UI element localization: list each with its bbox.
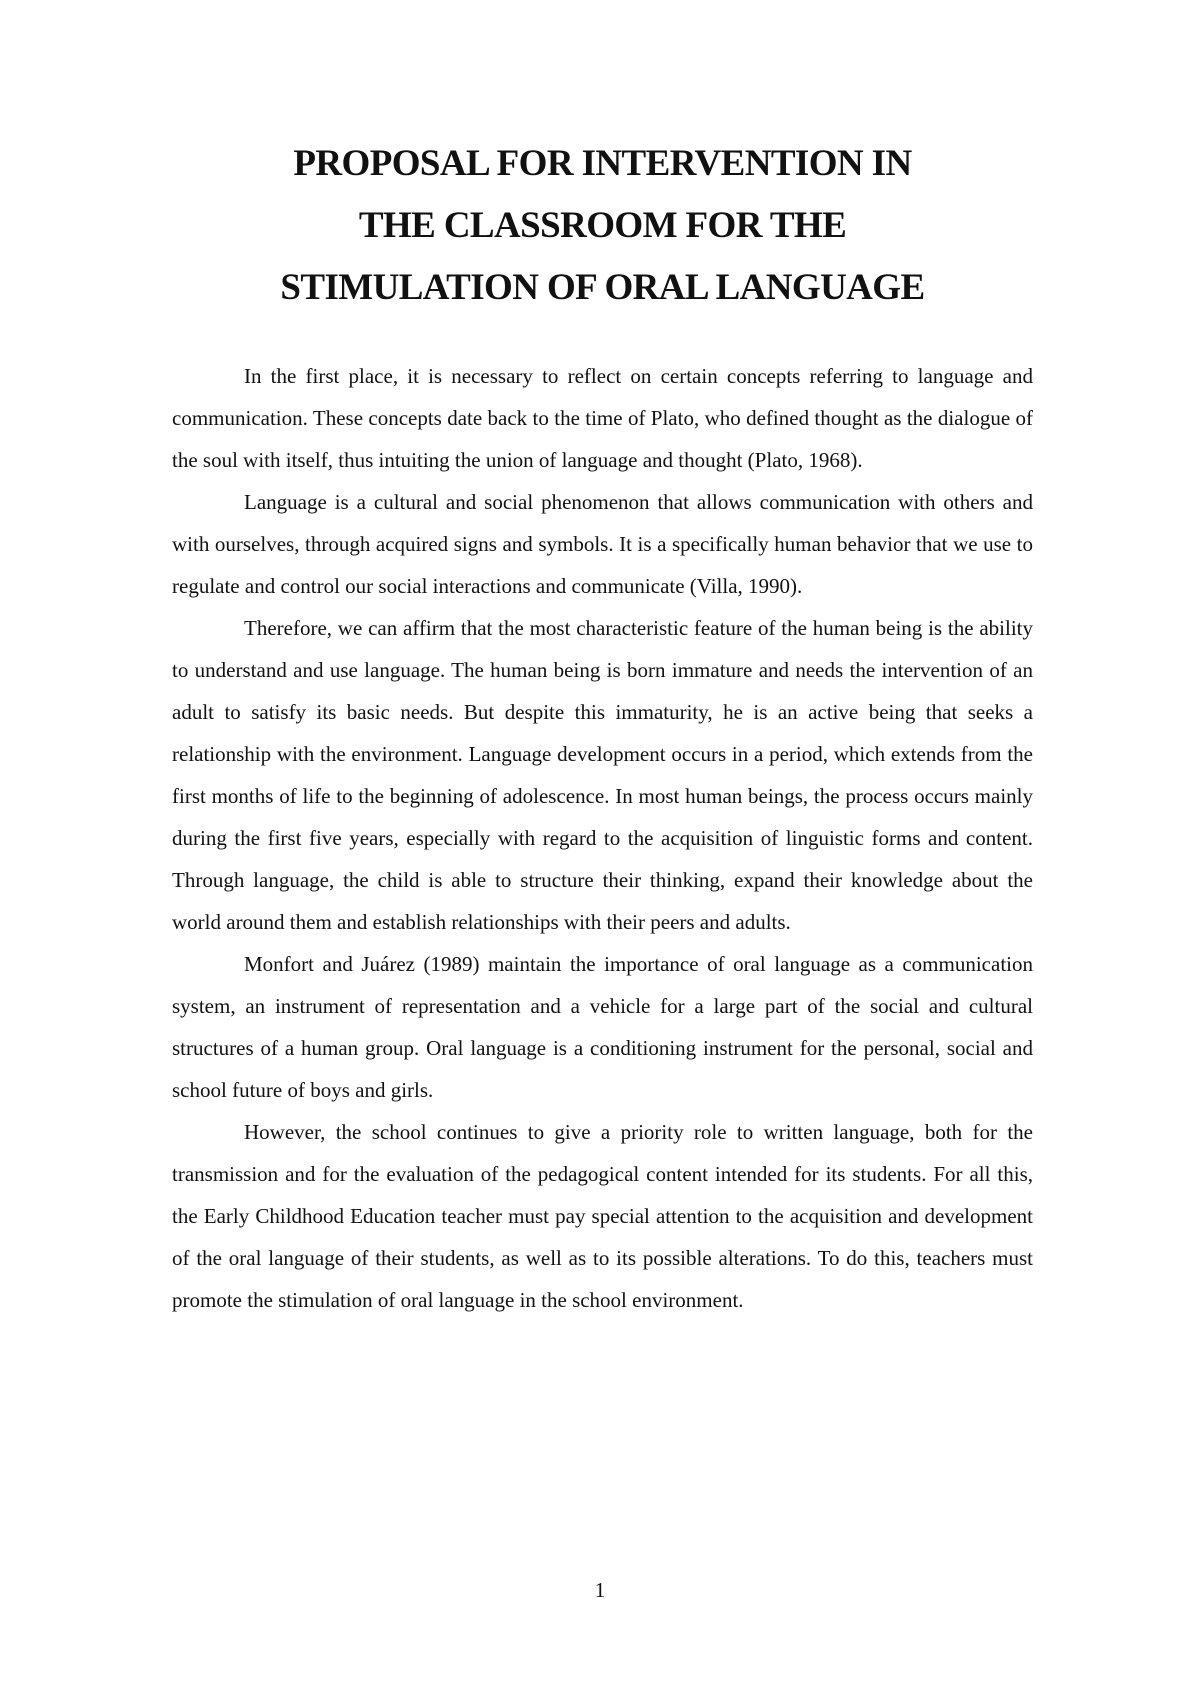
paragraph-3: Therefore, we can affirm that the most characteristic feature of the human being is the ability to understand and use language. The human being is born immature and needs the intervention of an adult to satisfy its basic needs. But despite this immaturity, he is an active being that seeks a relationship with the environment. Language development occurs in a period, which extends from the first months of life to the beginning of adolescence. In most human beings, the process occurs mainly during the first five years, especially with regard to the acquisition of linguistic forms and content. Through language, the child is able to structure their thinking, expand their knowledge about the world around them and establish relationships with their peers and adults. (172, 616, 1033, 934)
title-line-3: STIMULATION OF ORAL LANGUAGE (280, 267, 925, 308)
title-line-1: PROPOSAL FOR INTERVENTION IN (293, 143, 912, 184)
page-title (170, 133, 1035, 319)
body-text (172, 355, 1033, 1321)
paragraph-1: In the first place, it is necessary to reflect on certain concepts referring to language and communication. These concepts date back to the time of Plato, who defined thought as the dialogue of the soul with itself, thus intuiting the union of language and thought (Plato, 1968). (172, 364, 1033, 472)
page-number: 1 (594, 1578, 606, 1602)
paragraph-2: Language is a cultural and social phenomenon that allows communication with others and with ourselves, through acquired signs and symbols. It is a specifically human behavior that we use to regulate and control our social interactions and communicate (Villa, 1990). (172, 490, 1033, 598)
paragraph-4: Monfort and Juárez (1989) maintain the importance of oral language as a communication system, an instrument of representation and a vehicle for a large part of the social and cultural structures of a human group. Oral language is a conditioning instrument for the personal, social and school future of boys and girls. (172, 952, 1033, 1102)
paragraph-5: However, the school continues to give a priority role to written language, both for the transmission and for the evaluation of the pedagogical content intended for its students. For all this, the Early Childhood Education teacher must pay special attention to the acquisition and development of the oral language of their students, as well as to its possible alterations. To do this, teachers must promote the stimulation of oral language in the school environment. (172, 1120, 1033, 1312)
title-line-2: THE CLASSROOM FOR THE (358, 205, 847, 246)
